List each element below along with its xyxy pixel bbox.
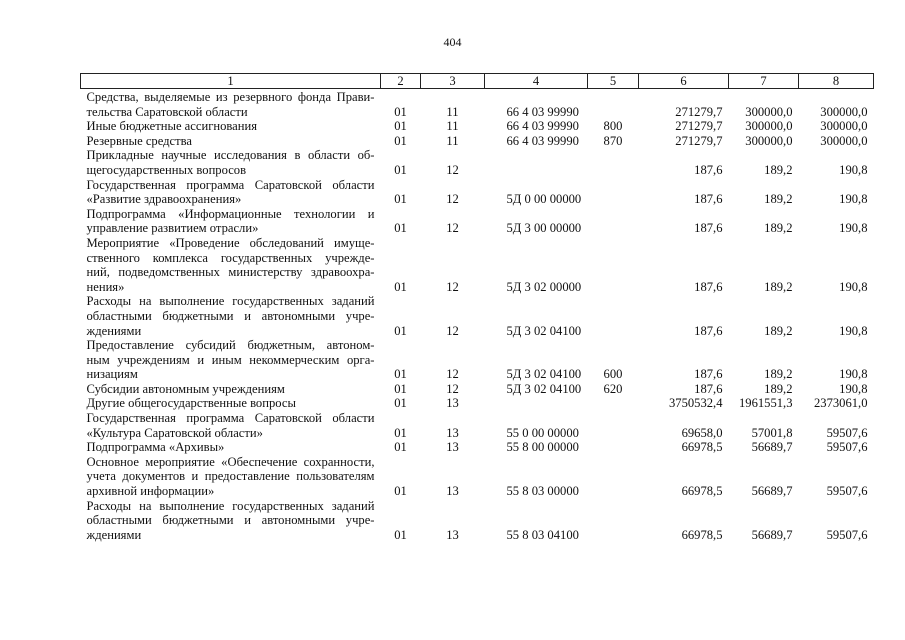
expense-type-code [588, 440, 639, 455]
description-line: Подпрограмма «Архивы» [86, 440, 225, 455]
target-article-code: 66 4 03 99990 [506, 104, 579, 119]
table-row [81, 382, 874, 397]
section-code: 01 [394, 221, 407, 236]
table-row [81, 338, 874, 382]
expense-type-code: 870 [603, 133, 623, 148]
subsection-code: 12 [446, 192, 459, 207]
target-article-code: 55 8 03 04100 [506, 527, 579, 542]
target-article-code: 5Д 3 02 04100 [506, 323, 582, 338]
row-description [81, 207, 381, 236]
amount-col-7: 189,2 [764, 367, 793, 382]
section-code: 01 [394, 396, 407, 411]
description-line: Прикладные научные исследования в области об- [86, 148, 375, 163]
table-row [81, 236, 874, 294]
expense-type-code [588, 207, 639, 236]
table-row [81, 207, 874, 236]
section-code: 01 [394, 323, 407, 338]
section-code: 01 [394, 162, 407, 177]
expense-type-code [588, 148, 639, 177]
header-col-5: 5 [588, 74, 639, 89]
amount-col-8: 190,8 [839, 323, 868, 338]
row-description [81, 382, 381, 397]
amount-col-8: 300000,0 [820, 133, 868, 148]
target-article-code: 55 0 00 00000 [506, 425, 579, 440]
subsection-code: 12 [446, 367, 459, 382]
table-row [81, 134, 874, 149]
amount-col-8: 190,8 [839, 192, 868, 207]
expense-type-code [588, 499, 639, 543]
amount-col-8: 190,8 [839, 221, 868, 236]
amount-col-8: 190,8 [839, 367, 868, 382]
row-description [81, 411, 381, 440]
table-body [81, 89, 874, 543]
section-code: 01 [394, 381, 407, 396]
header-col-8: 8 [799, 74, 874, 89]
row-description [81, 236, 381, 294]
target-article-code: 66 4 03 99990 [506, 133, 579, 148]
row-description [81, 178, 381, 207]
row-description [81, 89, 381, 120]
subsection-code: 12 [446, 279, 459, 294]
subsection-code: 12 [446, 381, 459, 396]
target-article-code: 66 4 03 99990 [506, 119, 579, 134]
table-row [81, 440, 874, 455]
subsection-code: 11 [446, 119, 459, 134]
expense-type-code [588, 89, 639, 120]
amount-col-6: 187,6 [694, 162, 723, 177]
header-col-1: 1 [81, 74, 381, 89]
subsection-code: 13 [446, 484, 459, 499]
target-article-code: 5Д 3 02 04100 [506, 367, 582, 382]
table-row [81, 178, 874, 207]
description-line: областными бюджетными и автономными учре- [86, 308, 375, 323]
description-line: Государственная программа Саратовской области [86, 177, 375, 192]
expense-type-code [588, 294, 639, 338]
amount-col-7: 300000,0 [745, 133, 793, 148]
header-col-2: 2 [381, 74, 421, 89]
section-code: 01 [394, 527, 407, 542]
description-line: ний, подведомственных министерству здравоохра- [86, 265, 375, 280]
description-line: архивной информации» [86, 484, 215, 499]
table-row [81, 499, 874, 543]
amount-col-7: 189,2 [764, 323, 793, 338]
amount-col-7: 56689,7 [751, 527, 793, 542]
amount-col-6: 187,6 [694, 367, 723, 382]
section-code: 01 [394, 484, 407, 499]
amount-col-7: 189,2 [764, 279, 793, 294]
row-description [81, 455, 381, 499]
amount-col-8: 59507,6 [826, 425, 868, 440]
amount-col-6: 66978,5 [681, 440, 723, 455]
description-line: ждениями [86, 527, 142, 542]
subsection-code: 12 [446, 221, 459, 236]
target-article-code: 5Д 3 02 04100 [506, 381, 582, 396]
amount-col-8: 59507,6 [826, 527, 868, 542]
amount-col-7: 1961551,3 [738, 396, 793, 411]
amount-col-7: 56689,7 [751, 440, 793, 455]
amount-col-7: 189,2 [764, 162, 793, 177]
table-row [81, 148, 874, 177]
page-number: 404 [443, 35, 462, 49]
row-description [81, 338, 381, 382]
amount-col-8: 300000,0 [820, 104, 868, 119]
column-number-header [81, 74, 874, 89]
amount-col-6: 66978,5 [681, 527, 723, 542]
amount-col-6: 3750532,4 [668, 396, 723, 411]
expense-type-code [588, 178, 639, 207]
description-line: низациям [86, 367, 138, 382]
description-line: учета документов и предоставление пользователям [86, 469, 375, 484]
row-description [81, 119, 381, 134]
subsection-code: 12 [446, 162, 459, 177]
amount-col-7: 189,2 [764, 381, 793, 396]
expense-type-code: 800 [603, 119, 623, 134]
header-col-6: 6 [639, 74, 729, 89]
description-line: Субсидии автономным учреждениям [86, 381, 285, 396]
section-code: 01 [394, 192, 407, 207]
description-line: управление развитием отрасли» [86, 221, 259, 236]
target-article-code: 55 8 03 00000 [506, 484, 579, 499]
row-description [81, 499, 381, 543]
amount-col-8: 300000,0 [820, 119, 868, 134]
description-line: ждениями [86, 323, 142, 338]
section-code: 01 [394, 133, 407, 148]
amount-col-7: 300000,0 [745, 104, 793, 119]
target-article-code: 5Д 0 00 00000 [506, 192, 582, 207]
header-col-3: 3 [421, 74, 485, 89]
subsection-code: 13 [446, 440, 459, 455]
subsection-code: 13 [446, 396, 459, 411]
description-line: Расходы на выполнение государственных заданий [86, 498, 375, 513]
description-line: Предоставление субсидий бюджетным, автоном- [86, 338, 375, 353]
description-line: Расходы на выполнение государственных заданий [86, 294, 375, 309]
amount-col-8: 59507,6 [826, 484, 868, 499]
subsection-code: 12 [446, 323, 459, 338]
description-line: Основное мероприятие «Обеспечение сохранности, [86, 454, 375, 469]
subsection-code: 13 [446, 425, 459, 440]
amount-col-7: 57001,8 [751, 425, 793, 440]
subsection-code: 13 [446, 527, 459, 542]
expense-type-code: 600 [603, 367, 623, 382]
description-line: областными бюджетными и автономными учре- [86, 513, 375, 528]
amount-col-8: 190,8 [839, 162, 868, 177]
table-row [81, 411, 874, 440]
amount-col-7: 189,2 [764, 221, 793, 236]
amount-col-6: 271279,7 [675, 104, 723, 119]
target-article-code: 5Д 3 02 00000 [506, 279, 582, 294]
subsection-code: 11 [446, 104, 459, 119]
table-row [81, 294, 874, 338]
description-line: Мероприятие «Проведение обследований имуще- [86, 235, 375, 250]
description-line: Резервные средства [86, 133, 193, 148]
description-line: ным учреждениям и иным некоммерческим орга- [86, 352, 375, 367]
section-code: 01 [394, 440, 407, 455]
description-line: Другие общегосударственные вопросы [86, 396, 296, 411]
amount-col-6: 187,6 [694, 323, 723, 338]
amount-col-6: 187,6 [694, 381, 723, 396]
target-article-code [485, 396, 588, 411]
section-code: 01 [394, 279, 407, 294]
description-line: тельства Саратовской области [86, 104, 248, 119]
amount-col-7: 189,2 [764, 192, 793, 207]
amount-col-6: 69658,0 [681, 425, 723, 440]
amount-col-6: 187,6 [694, 192, 723, 207]
expense-type-code [588, 455, 639, 499]
section-code: 01 [394, 367, 407, 382]
expense-type-code [588, 411, 639, 440]
row-description [81, 148, 381, 177]
description-line: Подпрограмма «Информационные технологии и [86, 206, 375, 221]
subsection-code: 11 [446, 133, 459, 148]
row-description [81, 396, 381, 411]
section-code: 01 [394, 104, 407, 119]
amount-col-7: 300000,0 [745, 119, 793, 134]
row-description [81, 134, 381, 149]
amount-col-6: 187,6 [694, 279, 723, 294]
expense-type-code [588, 236, 639, 294]
description-line: нения» [86, 279, 125, 294]
table-row [81, 89, 874, 120]
target-article-code: 55 8 00 00000 [506, 440, 579, 455]
description-line: «Культура Саратовской области» [86, 425, 263, 440]
description-line: «Развитие здравоохранения» [86, 192, 242, 207]
target-article-code [485, 148, 588, 177]
target-article-code: 5Д 3 00 00000 [506, 221, 582, 236]
amount-col-6: 271279,7 [675, 119, 723, 134]
row-description [81, 440, 381, 455]
amount-col-8: 190,8 [839, 381, 868, 396]
amount-col-6: 66978,5 [681, 484, 723, 499]
table-row [81, 119, 874, 134]
description-line: Иные бюджетные ассигнования [86, 119, 258, 134]
row-description [81, 294, 381, 338]
amount-col-7: 56689,7 [751, 484, 793, 499]
description-line: щегосударственных вопросов [86, 162, 247, 177]
header-col-4: 4 [485, 74, 588, 89]
table-row [81, 396, 874, 411]
amount-col-8: 190,8 [839, 279, 868, 294]
description-line: Государственная программа Саратовской области [86, 411, 375, 426]
table-row [81, 455, 874, 499]
expense-type-code: 620 [603, 381, 623, 396]
header-col-7: 7 [729, 74, 799, 89]
section-code: 01 [394, 425, 407, 440]
expense-type-code [588, 396, 639, 411]
amount-col-8: 2373061,0 [813, 396, 868, 411]
amount-col-6: 187,6 [694, 221, 723, 236]
description-line: Средства, выделяемые из резервного фонда Прави- [86, 90, 375, 104]
description-line: ственного комплекса государственных учрежде- [86, 250, 375, 265]
budget-table [80, 73, 874, 542]
amount-col-8: 59507,6 [826, 440, 868, 455]
section-code: 01 [394, 119, 407, 134]
amount-col-6: 271279,7 [675, 133, 723, 148]
